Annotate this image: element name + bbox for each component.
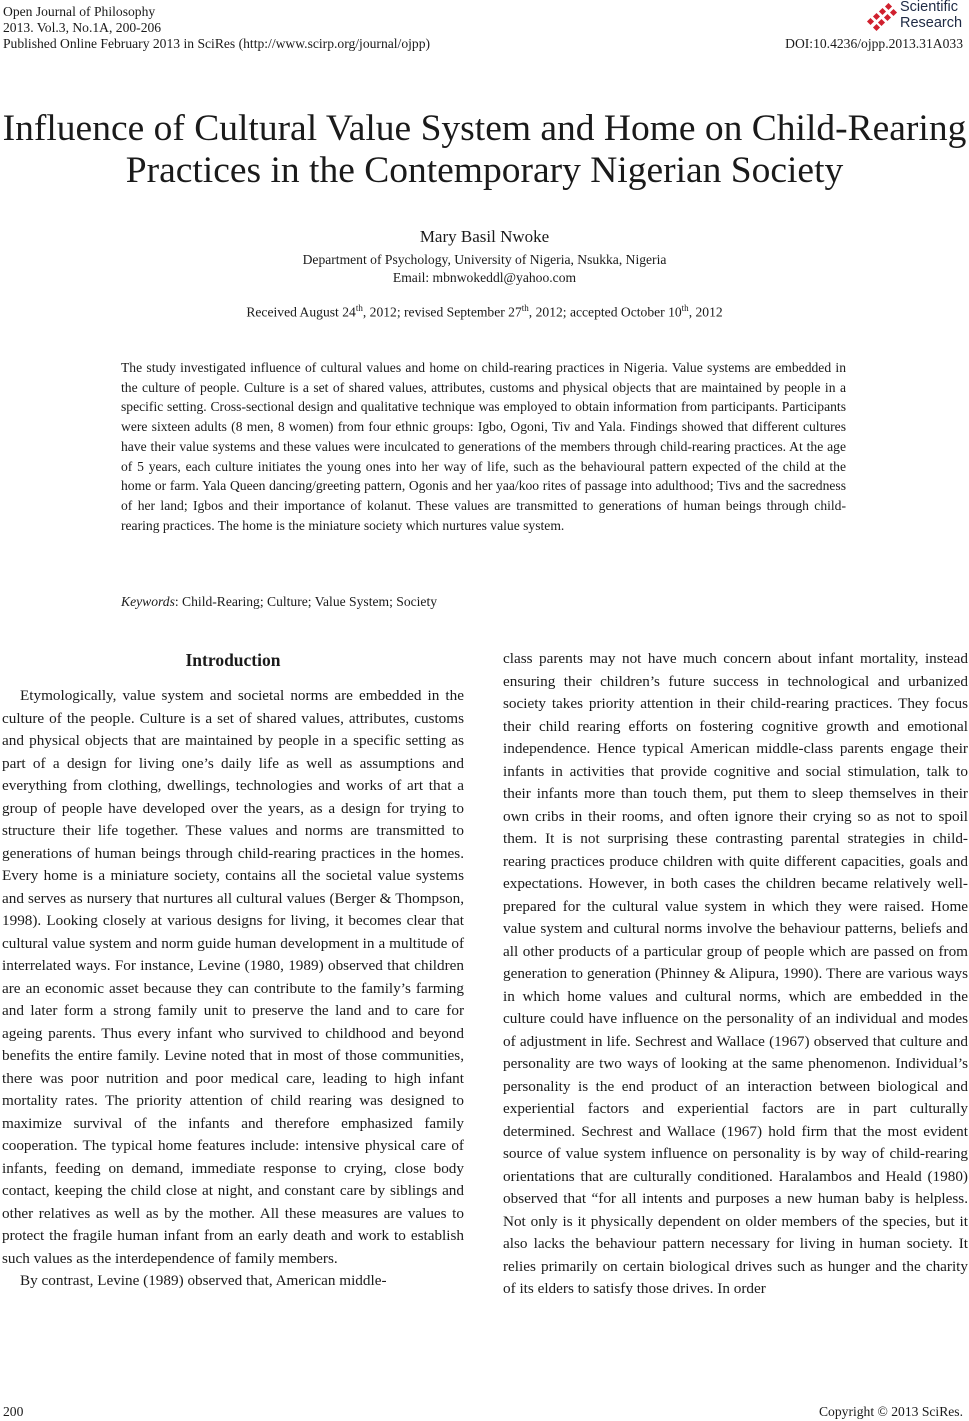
section-heading-introduction: Introduction <box>185 650 281 670</box>
publication-info: Published Online February 2013 in SciRes (http://www.scirp.org/journal/ojpp) <box>3 36 431 51</box>
abstract: The study investigated influence of cultural values and home on child-rearing practices in Nigeria. Value systems are embedded in the culture of people. Culture is a set of shared values, attributes, customs and physical objects that are maintained by people in a specific setting. Cross-sectional design and qualitative technique was employed to obtain information from participants. Participants were sixteen adults (8 men, 8 women) from four ethnic groups: Igbo, Ogoni, Tiv and Yala. Findings showed that different cultures have their value systems and these values were inculcated to generations of the members through child-rearing practices. At the age of 5 years, each culture initiates the young ones into her way of life, such as the behavioural pattern expected of the child at the home or farm. Yala Queen dancing/greeting pattern, Ogonis and her yaa/koo rites of passage into adulthood; Tivs and the sacredness of her land; Igbos and their importance of kolanut. These values are transmitted to generations of human beings through child-rearing practices. The home is the miniature society which nurtures value system. <box>121 360 846 533</box>
left-column <box>2 685 464 1293</box>
paragraph: By contrast, Levine (1989) observed that, American middle- <box>20 1272 387 1289</box>
keywords-list: : Child-Rearing; Culture; Value System; Society <box>174 594 438 609</box>
keywords <box>121 594 437 610</box>
journal-header <box>3 4 430 52</box>
paper-title <box>0 108 969 192</box>
page-number: 200 <box>3 1404 24 1419</box>
author-name: Mary Basil Nwoke <box>419 227 550 246</box>
logo-text: Scientific Research <box>900 0 963 31</box>
affiliation: Department of Psychology, University of Nigeria, Nsukka, Nigeria <box>302 252 667 267</box>
journal-name: Open Journal of Philosophy <box>3 4 156 19</box>
keywords-label: Keywords <box>121 594 175 609</box>
received-dates: Received August 24th, 2012; revised September 27th, 2012; accepted October 10th, 2012 <box>246 303 723 320</box>
diamond-logo-icon <box>866 3 898 33</box>
title-line-1: Influence of Cultural Value System and Home on Child-Rearing <box>2 108 967 149</box>
title-line-2: Practices in the Contemporary Nigerian Society <box>125 150 844 191</box>
scientific-research-logo <box>866 0 969 36</box>
doi: DOI:10.4236/ojpp.2013.31A033 <box>785 36 963 51</box>
journal-volume: 2013. Vol.3, No.1A, 200-206 <box>3 20 162 35</box>
paragraph: Etymologically, value system and societal norms are embedded in the culture of the people. Culture is a set of shared values, attributes, customs and physical objects that are maintained by people in a specific setting as part of a design for living one’s daily life as well as assumptions and everything from clothing, dwellings, technologies and works of art that a group of people have developed over the years, as a design for trying to structure their life together. These values and norms are transmitted to generations of human beings through child-rearing practices in the homes. Every home is a miniature society, contains all the societal value systems and serves as nursery that nurtures all cultural values (Berger & Thompson, 1998). Looking closely at various designs for living, it becomes clear that cultural value system and norm guide human development in a multitude of interrelated ways. For instance, Levine (1980, 1989) observed that children are an economic asset because they can contribute to the family’s farming and later form a strong family unit to preserve the land and to care for ageing parents. Thus every infant who survived to childhood and beyond benefits the entire family. Levine noted that in most of those communities, there was poor nutrition and poor medical care, leading to high infant mortality rates. The priority attention of child rearing was designed to maximize survival of the infants and therefore emphasized family cooperation. The typical home features include: intensive physical care of infants, feeding on demand, immediate response to crying, close body contact, keeping the child close at night, and constant care by siblings and other relatives as well as by the mother. All these measures are values to protect the fragile human infant from an early death and work to establish such values as the interdependence of family members. <box>2 687 464 1267</box>
paragraph: class parents may not have much concern about infant mortality, instead ensuring their children’s future success in technological and urbanized society takes priority attention in their child-rearing practices. They focus their child rearing efforts on fostering cognitive growth and emotional independence. Hence typical American middle-class parents engage their infants in activities that provide cognitive and social stimulation, talk to their infants more than touch them, put them to sleep themselves in their own cribs in their rooms, and often ignore their crying so as not to spoil them. It is not surprising these contrasting parental strategies in child-rearing practices produce children with quite different capacities, goals and expectations. However, in both cases the children became relatively well-prepared for the cultural value system in which they were raised. Home value system and cultural norms involve the behaviour patterns, beliefs and all other products of a particular group of people which are passed on from generation to generation (Phinney & Alipura, 1990). There are various ways in which home values and cultural norms, which are embedded in the culture could have influence on the personality of an individual and modes of adjustment in life. Sechrest and Wallace (1967) observed that culture and personality are two ways of looking at the same phenomenon. Individual’s personality is the end product of an interaction between biological and experiential factors and experiential factors are in part culturally determined. Sechrest and Wallace (1967) hold firm that the most evident source of value system influence on personality is by way of child-rearing orientations that are culturally conditioned. Haralambos and Heald (1980) observed that “for all intents and purposes a new human baby is helpless. Not only is it physically dependent on older members of the species, but it also lacks the behaviour pattern necessary for living in human society. It relies primarily on certain biological drives such as hunger and the charity of its elders to satisfy those drives. In order <box>503 650 968 1297</box>
right-column <box>503 648 968 1301</box>
copyright: Copyright © 2013 SciRes. <box>818 1404 963 1419</box>
author-email: Email: mbnwokeddl@yahoo.com <box>392 270 577 285</box>
